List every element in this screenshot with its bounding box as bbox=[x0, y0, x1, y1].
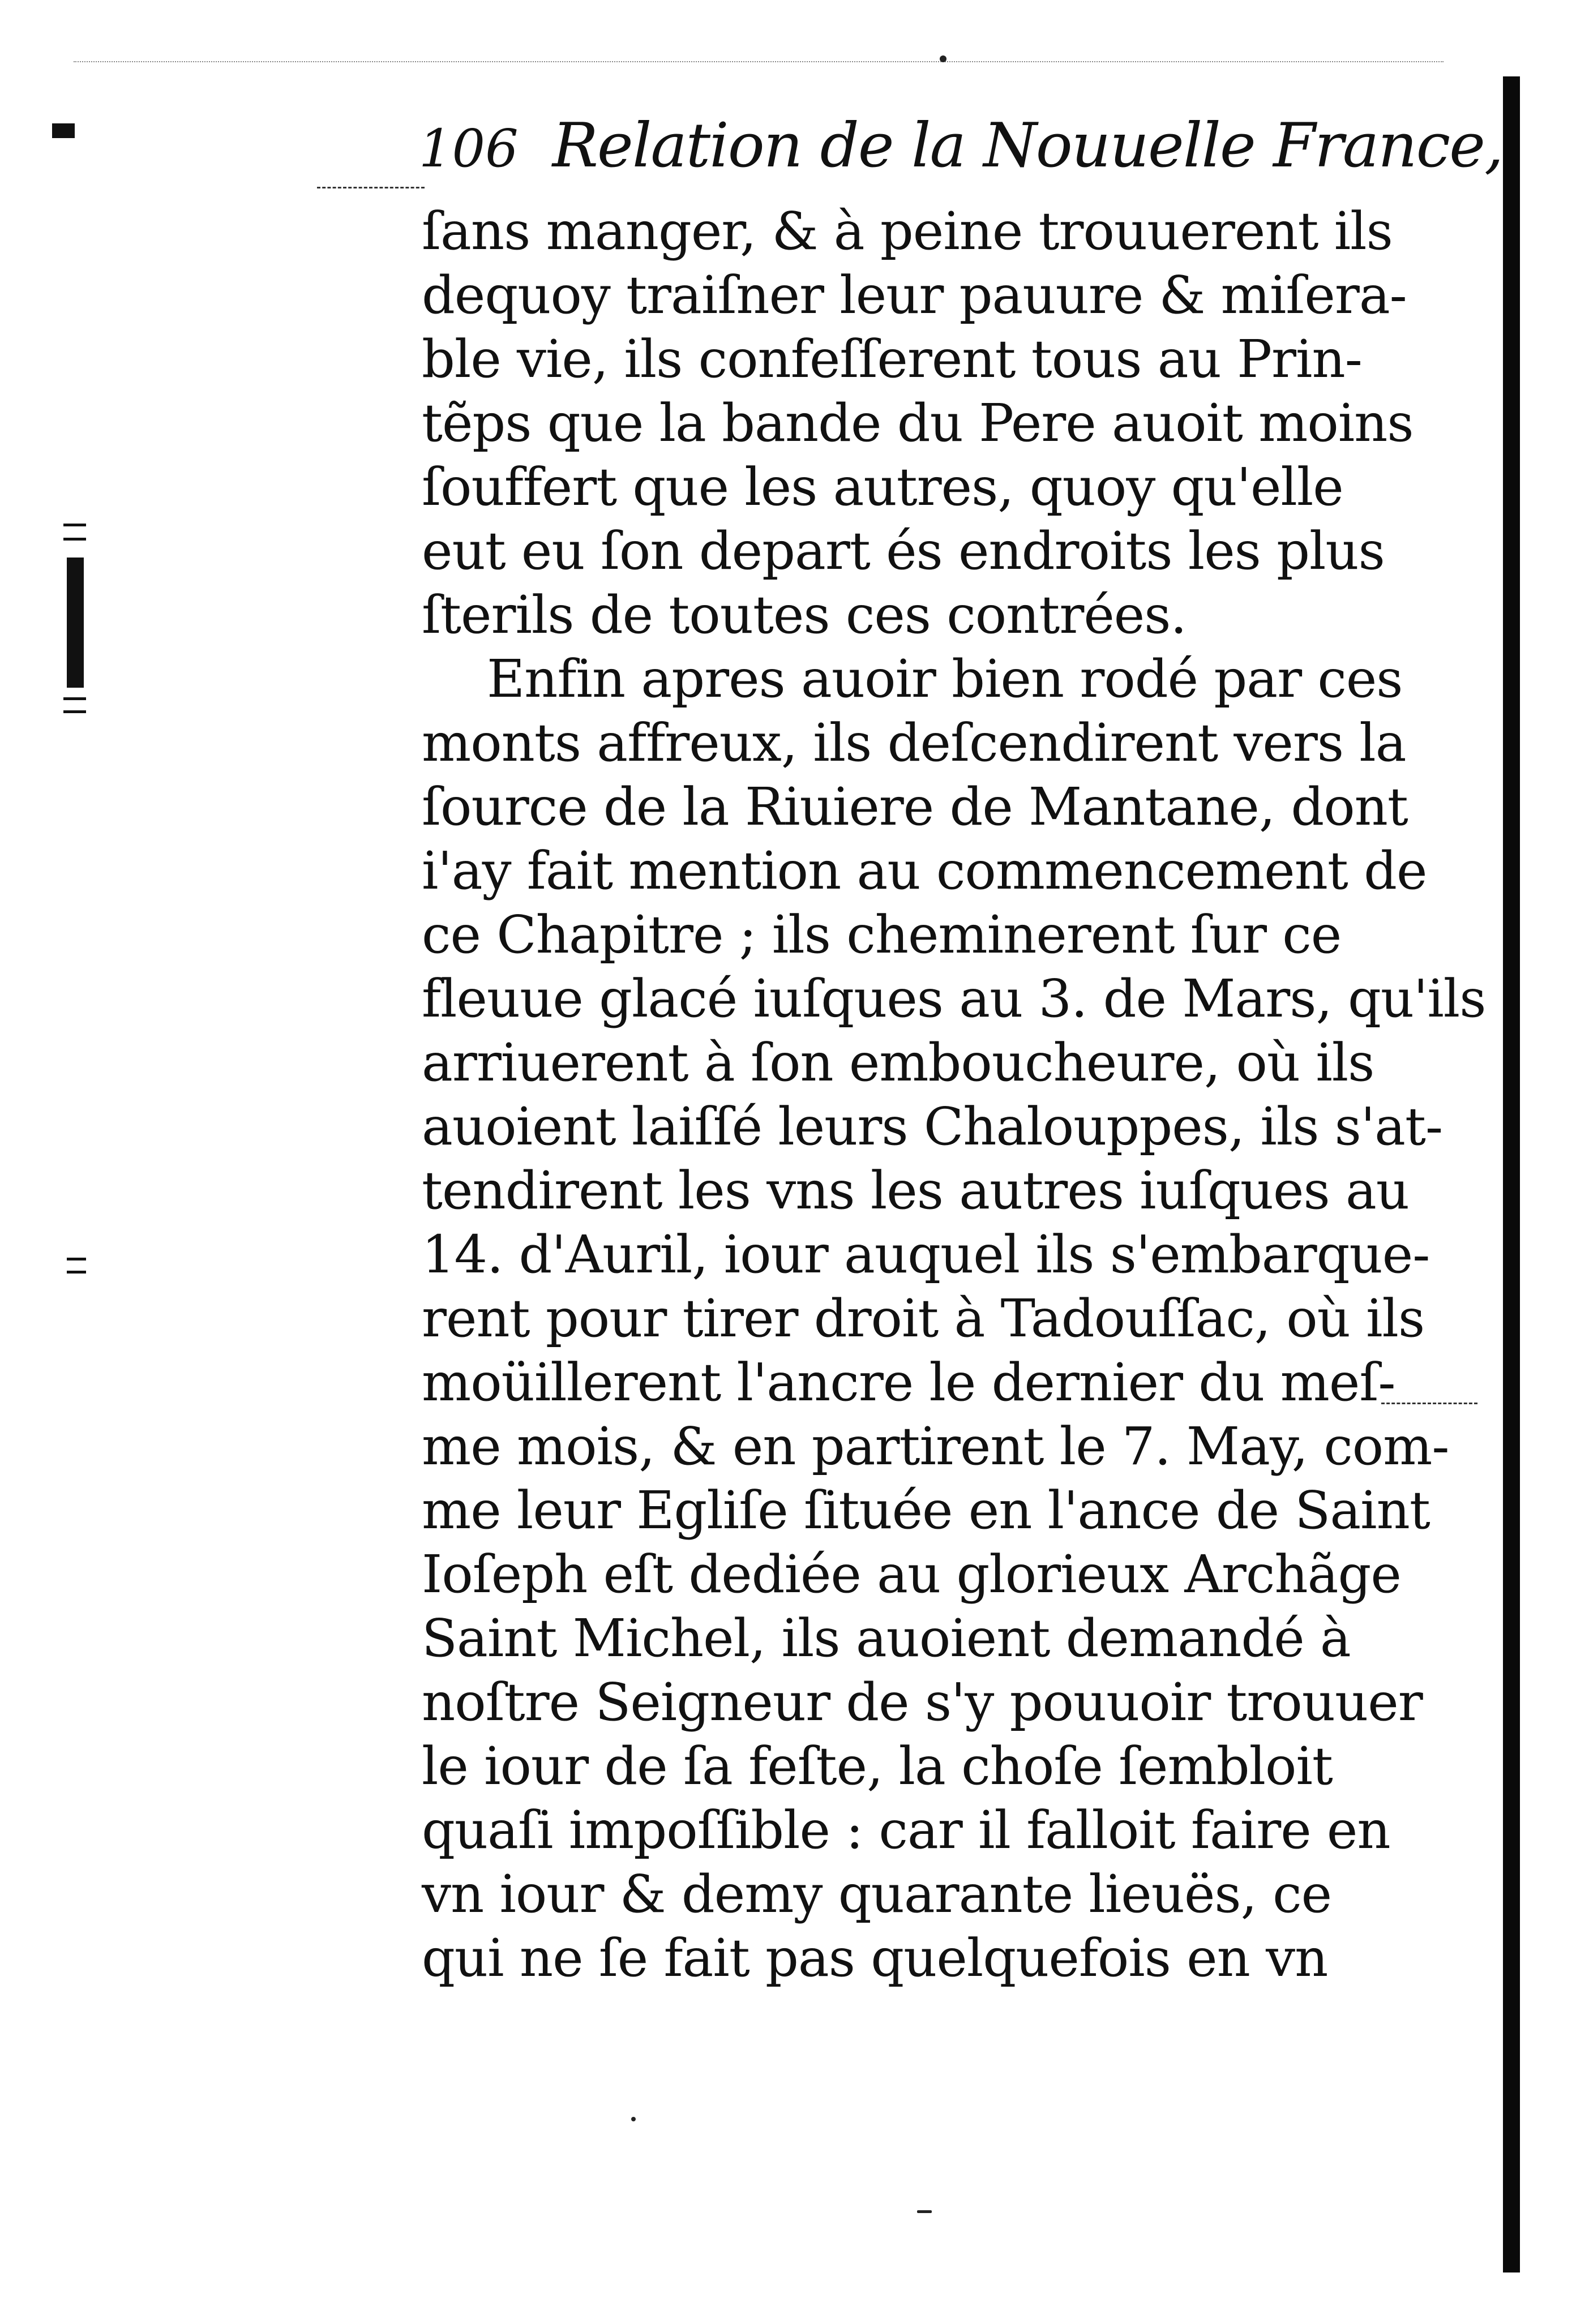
text-line: ſource de la Riuiere de Mantane, dont bbox=[422, 777, 1408, 837]
text-line: me mois, & en partirent le 7. May, com- bbox=[422, 1416, 1449, 1477]
margin-mark-top bbox=[52, 123, 75, 138]
text-line: ſouffert que les autres, quoy qu'elle bbox=[422, 457, 1343, 517]
text-line: arriuerent à ſon emboucheure, où ils bbox=[422, 1032, 1374, 1093]
text-line: i'ay fait mention au commencement de bbox=[422, 841, 1427, 901]
paragraph-first-line: Enfin apres auoir bien rodé par ces bbox=[487, 649, 1403, 709]
page-number: 106 bbox=[419, 118, 519, 179]
text-line: Saint Michel, ils auoient demandé à bbox=[422, 1608, 1351, 1669]
ink-speck bbox=[631, 2117, 636, 2121]
text-line: ſterils de toutes ces contrées. bbox=[422, 585, 1187, 645]
text-line: vn iour & demy quarante lieuës, ce bbox=[422, 1864, 1332, 1924]
body-text bbox=[422, 199, 1486, 1990]
text-line: me leur Egliſe ſituée en l'ance de Saint bbox=[422, 1480, 1430, 1541]
margin-mark-tick bbox=[63, 538, 86, 541]
text-line: tendirent les vns les autres iuſques au bbox=[422, 1160, 1410, 1221]
text-line: rent pour tirer droit à Tadouſſac, où ils bbox=[422, 1288, 1425, 1349]
text-line: fleuue glacé iuſques au 3. de Mars, qu'ils bbox=[422, 968, 1486, 1029]
binding-edge-shadow bbox=[1503, 76, 1520, 2272]
text-line: tẽps que la bande du Pere auoit moins bbox=[422, 393, 1414, 453]
margin-mark-tick bbox=[63, 524, 86, 526]
text-line: ble vie, ils confeſſerent tous au Prin- bbox=[422, 329, 1362, 389]
text-line: dequoy traiſner leur pauure & miſera- bbox=[422, 265, 1407, 325]
text-line: le iour de ſa feſte, la choſe ſembloit bbox=[422, 1736, 1333, 1796]
text-line: auoient laiſſé leurs Chalouppes, ils s'at- bbox=[422, 1096, 1443, 1157]
text-line: qui ne ſe fait pas quelquefois en vn bbox=[422, 1928, 1328, 1988]
running-title: Relation de la Nouuelle France, bbox=[552, 110, 1503, 181]
scan-dash-line bbox=[74, 61, 1444, 62]
text-line: moüillerent l'ancre le dernier du meſ- bbox=[422, 1352, 1395, 1413]
margin-mark-tick bbox=[63, 697, 86, 700]
text-line: noſtre Seigneur de s'y pouuoir trouuer bbox=[422, 1672, 1423, 1733]
text-line: Ioſeph eſt dediée au glorieux Archãge bbox=[422, 1544, 1401, 1605]
margin-mark-tick bbox=[63, 710, 86, 713]
text-line: ſans manger, & à peine trouuerent ils bbox=[422, 201, 1393, 261]
ink-speck bbox=[940, 55, 946, 62]
text-line: ce Chapitre ; ils cheminerent ſur ce bbox=[422, 904, 1342, 965]
text-line: quaſi impoſſible : car il falloit faire en bbox=[422, 1800, 1390, 1860]
margin-mark-tick bbox=[67, 1258, 86, 1260]
text-line: 14. d'Auril, iour auquel ils s'embarque- bbox=[422, 1224, 1430, 1285]
text-line: eut eu ſon depart és endroits les plus bbox=[422, 521, 1385, 581]
text-line: monts affreux, ils deſcendirent vers la bbox=[422, 713, 1406, 773]
running-header bbox=[419, 110, 1503, 195]
margin-mark-bar bbox=[67, 558, 84, 688]
margin-mark-tick bbox=[67, 1271, 86, 1274]
scan-dash-line bbox=[317, 187, 425, 188]
ink-speck bbox=[917, 2210, 932, 2213]
